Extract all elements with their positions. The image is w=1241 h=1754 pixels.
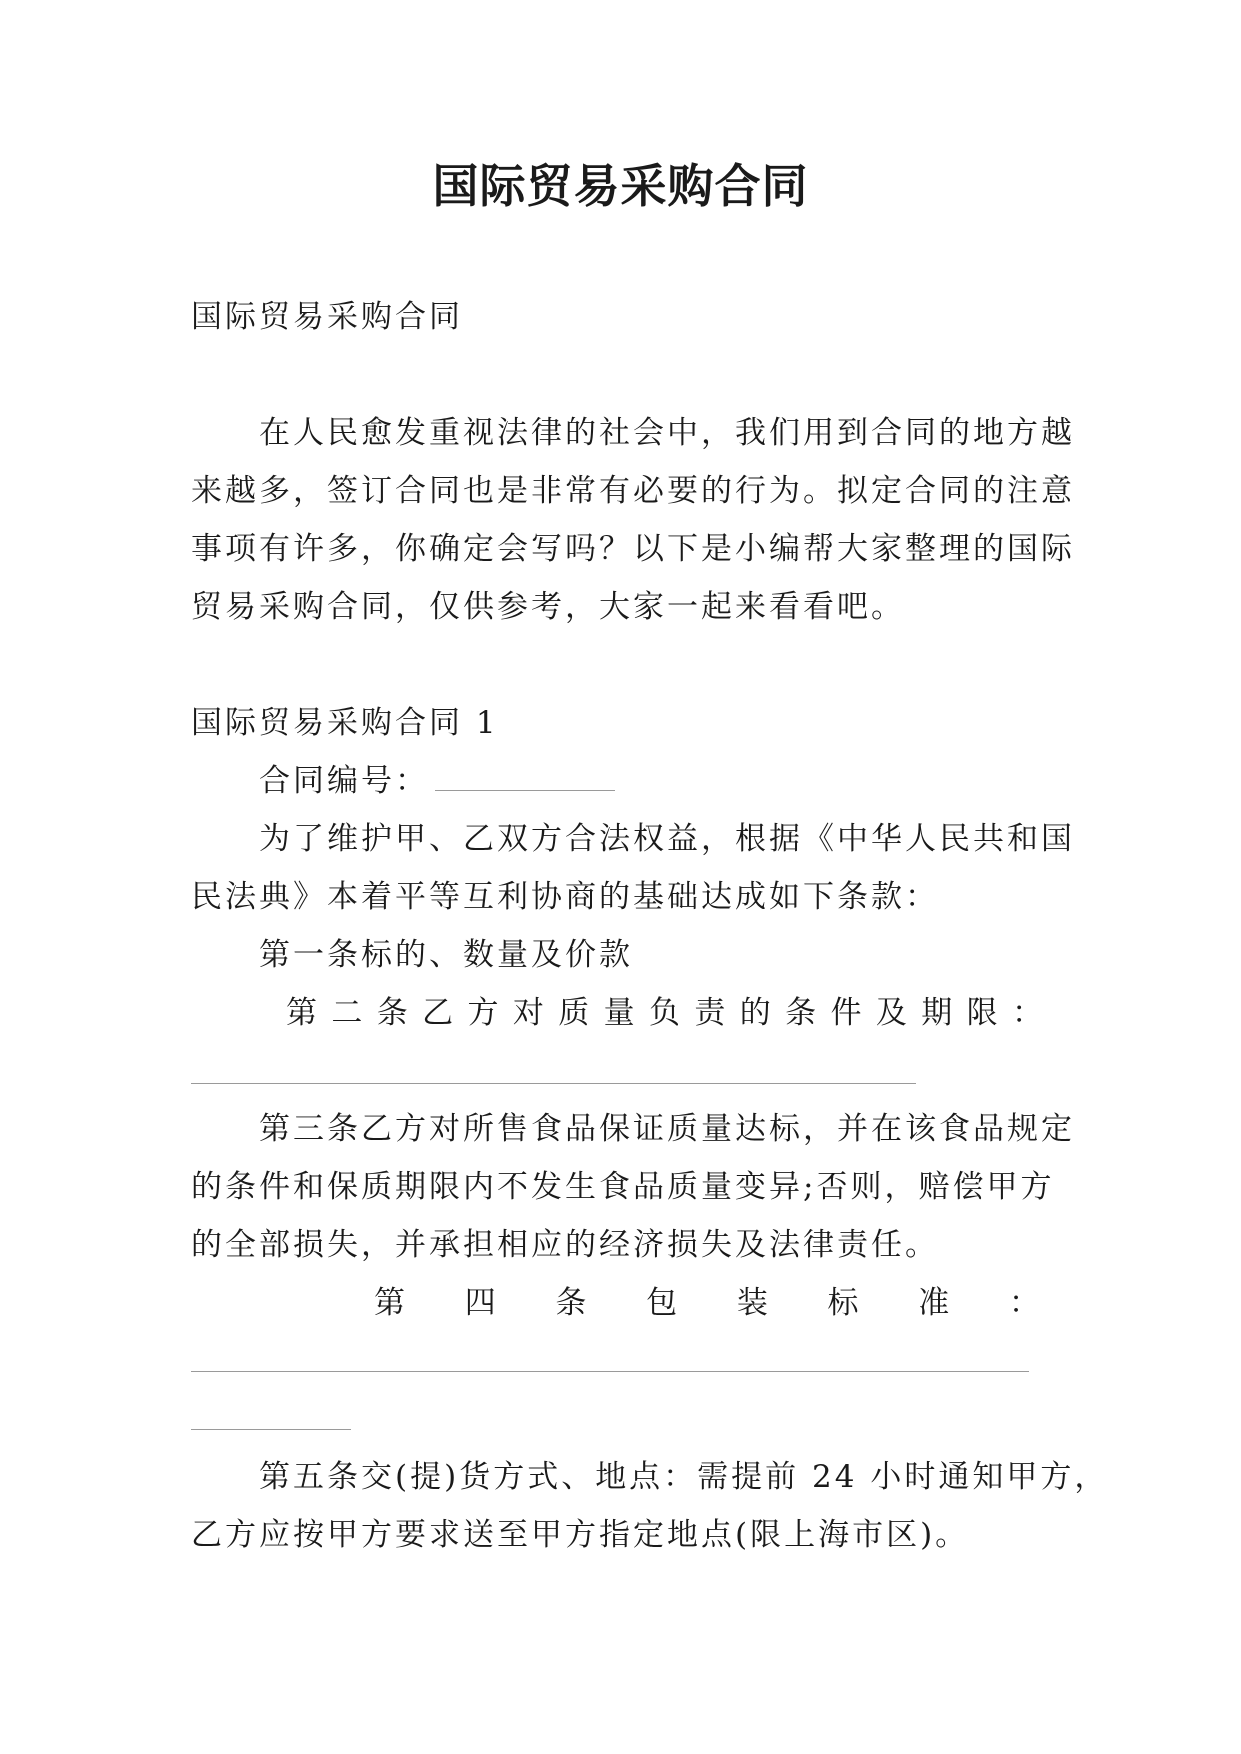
article-2-char: 质 bbox=[558, 995, 590, 1031]
article-2-char: 乙 bbox=[422, 995, 454, 1031]
article-2-char: 期 bbox=[921, 995, 953, 1031]
article-2-char: 负 bbox=[649, 995, 680, 1031]
article-3-line-2: 的条件和保质期限内不发生食品质量变异;否则，赔偿甲方 bbox=[191, 1169, 1055, 1205]
article-2-char: 限 bbox=[966, 995, 998, 1031]
intro-line-2: 来越多，签订合同也是非常有必要的行为。拟定合同的注意 bbox=[191, 473, 1075, 509]
contract-number-label: 合同编号： bbox=[259, 763, 429, 799]
intro-line-1: 在人民愈发重视法律的社会中，我们用到合同的地方越 bbox=[259, 415, 1075, 451]
article-2-char: 及 bbox=[875, 995, 907, 1031]
article-4-char: ： bbox=[1008, 1285, 1040, 1321]
article-4-char: 条 bbox=[555, 1285, 587, 1321]
preamble-line-2: 民法典》本着平等互利协商的基础达成如下条款： bbox=[191, 879, 939, 915]
article-4-char: 准 bbox=[918, 1285, 950, 1321]
article-2-char: 的 bbox=[739, 995, 771, 1031]
article-4 bbox=[374, 1283, 1040, 1323]
document-title: 国际贸易采购合同 bbox=[432, 159, 809, 213]
article-4-fill-line-1 bbox=[191, 1371, 1029, 1372]
intro-line-3: 事项有许多，你确定会写吗？以下是小编帮大家整理的国际 bbox=[191, 531, 1075, 567]
article-2-char: ： bbox=[1012, 995, 1043, 1031]
article-5-line-1: 第五条交(提)货方式、地点：需提前 24 小时通知甲方， bbox=[259, 1459, 1109, 1495]
document-subtitle: 国际贸易采购合同 bbox=[191, 299, 463, 335]
article-3-line-3: 的全部损失，并承担相应的经济损失及法律责任。 bbox=[191, 1227, 939, 1263]
article-2-char: 条 bbox=[785, 995, 817, 1031]
article-2-fill-line bbox=[191, 1083, 916, 1084]
article-4-char: 第 bbox=[374, 1285, 405, 1321]
article-4-char: 包 bbox=[646, 1285, 678, 1321]
article-4-fill-line-2 bbox=[191, 1429, 351, 1430]
article-2-char: 二 bbox=[331, 995, 363, 1031]
contract-number-blank bbox=[435, 764, 615, 791]
article-2-char: 量 bbox=[603, 995, 635, 1031]
article-4-char: 标 bbox=[827, 1285, 859, 1321]
article-2-char: 对 bbox=[512, 995, 544, 1031]
intro-line-4: 贸易采购合同，仅供参考，大家一起来看看吧。 bbox=[191, 589, 905, 625]
article-2-char: 件 bbox=[830, 995, 862, 1031]
contract-number-row bbox=[259, 761, 615, 801]
article-4-char: 装 bbox=[736, 1285, 768, 1321]
section-title: 国际贸易采购合同 1 bbox=[191, 705, 499, 741]
article-2-char: 责 bbox=[694, 995, 726, 1031]
article-2-char: 方 bbox=[467, 995, 499, 1031]
article-5-line-2: 乙方应按甲方要求送至甲方指定地点(限上海市区)。 bbox=[191, 1517, 970, 1553]
article-4-char: 四 bbox=[464, 1285, 496, 1321]
article-2-char: 条 bbox=[376, 995, 408, 1031]
preamble-line-1: 为了维护甲、乙双方合法权益，根据《中华人民共和国 bbox=[259, 821, 1075, 857]
article-2 bbox=[286, 993, 1043, 1033]
article-2-char: 第 bbox=[286, 995, 317, 1031]
article-3-line-1: 第三条乙方对所售食品保证质量达标，并在该食品规定 bbox=[259, 1111, 1075, 1147]
article-1: 第一条标的、数量及价款 bbox=[259, 937, 633, 973]
